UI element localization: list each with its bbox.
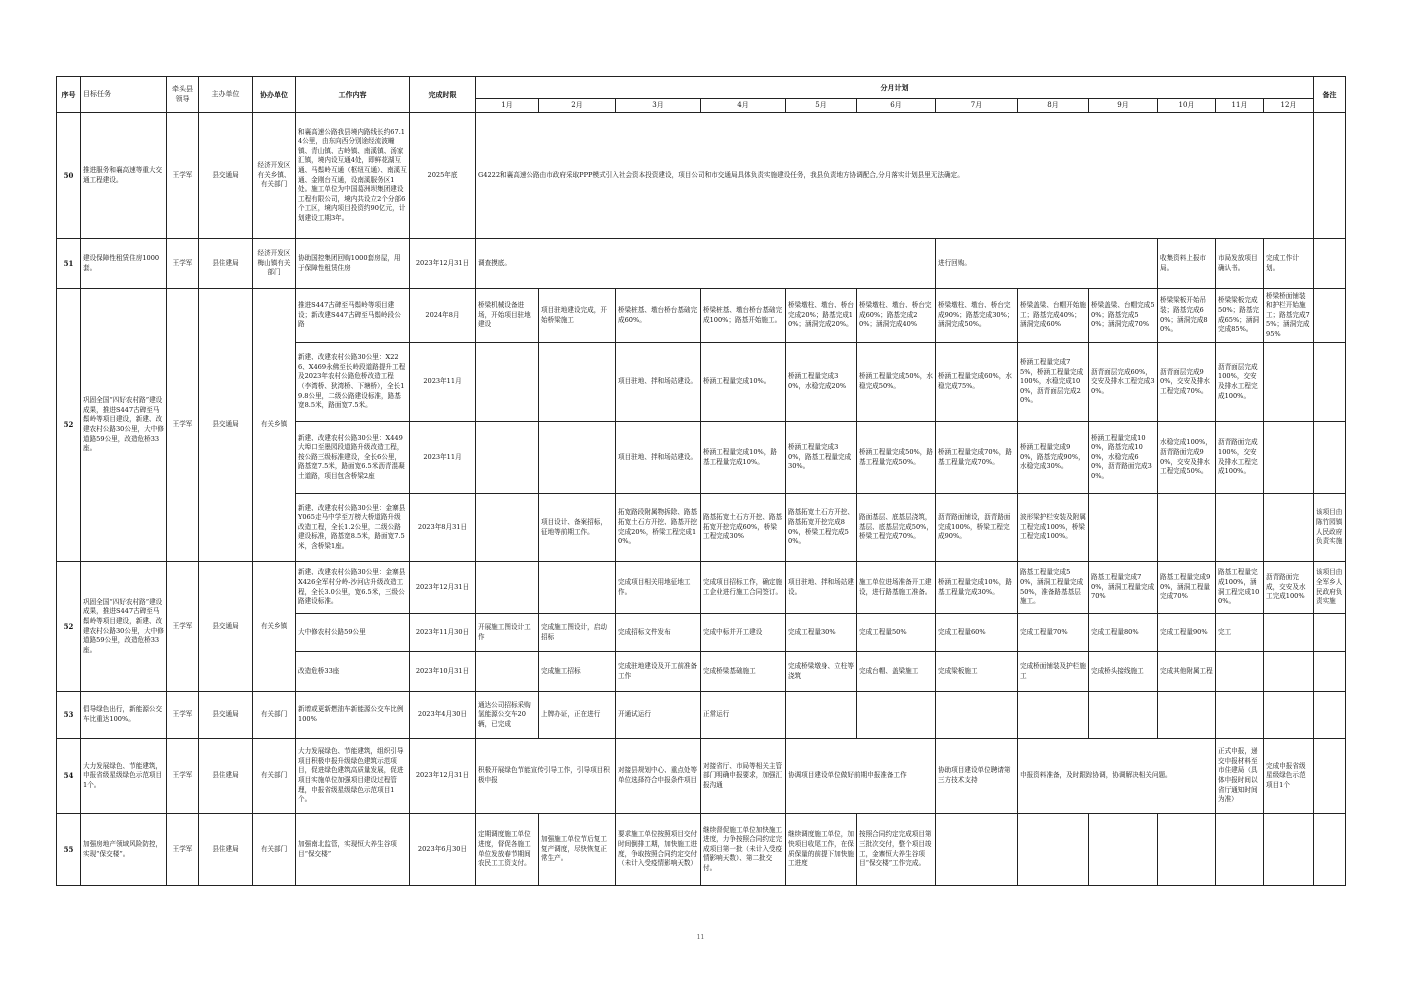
month-cell: 完成申报省级星级绿色示范项目1个	[1264, 739, 1314, 814]
month-cell: 对接县规划中心、重点处等单位选择符合申报条件项目	[616, 739, 701, 814]
month-cell: 完成工程量60%	[936, 614, 1018, 652]
content-cell: 改造危桥33座	[296, 652, 410, 692]
month-cell: 项目驻地、拌和场站建设。	[616, 422, 701, 494]
header-deadline: 完成时限	[410, 77, 476, 113]
table-row-52b-sub-1	[57, 562, 1346, 614]
header-host: 主办单位	[199, 77, 253, 113]
month-cell	[476, 494, 539, 562]
month-cell	[476, 652, 539, 692]
lead-cell: 王学军	[167, 739, 199, 814]
deadline-cell: 2023年4月30日	[410, 692, 476, 739]
assist-cell: 有关乡镇	[253, 289, 296, 562]
month-cell: 路基拓宽土石方开挖、路基拓宽开挖完成80%，桥梁工程完成50%。	[786, 494, 857, 562]
month-cell: 完成施工图设计，启动招标	[539, 614, 616, 652]
month-cell: 完成工程量90%	[1158, 614, 1216, 652]
month-cell	[1089, 692, 1158, 739]
month-cell: 桥涵工程量完成70%，路基工程量完成70%。	[936, 422, 1018, 494]
month-cell	[1264, 652, 1314, 692]
content-cell: 协助国控集团回购1000套房屋，用于保障性租赁住房	[296, 239, 410, 289]
deadline-cell: 2023年11月	[410, 343, 476, 422]
month-cell: 项目设计、备案招标，征地等前期工作。	[539, 494, 616, 562]
lead-cell: 王学军	[167, 692, 199, 739]
month-cell: 协助项目建设单位聘请第三方技术支持	[936, 739, 1018, 814]
month-cell: 桥涵工程量完成30%，水稳完成20%	[786, 343, 857, 422]
header-month: 4月	[701, 99, 786, 113]
plan-table	[56, 76, 1346, 886]
month-cell: 桥涵工程量完成10%。	[701, 343, 786, 422]
month-cell: 完工	[1216, 614, 1264, 652]
month-cell	[1158, 494, 1216, 562]
month-cell	[476, 422, 539, 494]
month-cell: 完成招标文件发布	[616, 614, 701, 652]
deadline-cell: 2023年10月31日	[410, 652, 476, 692]
content-cell: 和襄高速公路我县境内路线长约67.14公里，由东向西分别途经流波疃镇、青山镇、古岭镇、南溪镇、汤家汇镇，境内设互通4处，即鲜花湖互通、马鬃岭互通（枢纽互通）、南溪互通、金刚台互通，设南溪服务区1处。施工单位为中国葛洲坝集团建设工程有限公司，境内共设立2个分部6个工区，境内项目投资约90亿元，计划建设工期3年。	[296, 113, 410, 239]
lead-cell: 王学军	[167, 814, 199, 886]
month-cell: 桥梁墩柱、墩台、桥台完成60%；路基完成20%；涵洞完成40%	[857, 289, 936, 343]
content-cell: 新增或更新燃油车新能源公交车比例100%	[296, 692, 410, 739]
header-remarks: 备注	[1314, 77, 1346, 113]
plan-sheet	[56, 76, 1345, 903]
month-cell	[1264, 692, 1314, 739]
month-cell: 桥涵工程量完成10%，路基工程量完成10%。	[701, 422, 786, 494]
header-row-1	[57, 77, 1346, 99]
lead-cell: 王学军	[167, 239, 199, 289]
month-cell: 加强施工单位节后复工复产调度，尽快恢复正常生产。	[539, 814, 616, 886]
goal-cell: 大力发展绿色、节能建筑，申报省级星级绿色示范项目1个。	[81, 739, 167, 814]
month-cell: 路基工程量完成90%，涵洞工程量完成70%	[1158, 562, 1216, 614]
content-cell: 新建、改建农村公路30公里：X449大埠口至墨园段道路升级改造工程，按公路三级标准建设，全长6公里，路基宽7.5米，路面宽6.5米沥青混凝土道路，项目包含桥梁2座	[296, 422, 410, 494]
month-cell	[1264, 614, 1314, 652]
month-cell: 通达公司招标采购氢能源公交车20辆，已完成	[476, 692, 539, 739]
month-cell: 桥梁机械设备进场，开始项目驻地建设	[476, 289, 539, 343]
month-cell: 施工单位进场准备开工建设，进行路基施工准备。	[857, 562, 936, 614]
month-cell: 正常运行	[701, 692, 786, 739]
header-monthly: 分月计划	[476, 77, 1314, 99]
month-cell: 继续调度施工单位，加快项目收尾工作，在保质保量的前提下加快施工进度	[786, 814, 857, 886]
deadline-cell: 2023年12月31日	[410, 562, 476, 614]
content-cell: 新建、改建农村公路30公里：金寨县Y065走马中学至万榜大桥道路升级改造工程，全长1.2公里，二级公路建设标准，路基宽8.5米，路面宽7.5米，含桥梁1座。	[296, 494, 410, 562]
month-cell	[1089, 494, 1158, 562]
month-cell: 沥青面层完成90%，交安及排水工程完成70%。	[1158, 343, 1216, 422]
table-row-53	[57, 692, 1346, 739]
month-cell: 完成工程量80%	[1089, 614, 1158, 652]
header-month: 2月	[539, 99, 616, 113]
month-plan-11: 市局发放项目确认书。	[1216, 239, 1264, 289]
month-cell	[1264, 422, 1314, 494]
month-cell: 桥涵工程量完成60%，水稳完成75%。	[936, 343, 1018, 422]
deadline-cell: 2023年11月30日	[410, 614, 476, 652]
remark-cell: 该项目由全军乡人民政府负责实施	[1314, 562, 1346, 614]
month-cell: 水稳完成100%，沥青路面完成90%，交安及排水工程完成50%。	[1158, 422, 1216, 494]
month-cell: 完成桥梁基础施工	[701, 652, 786, 692]
month-cell: 完成台帽、盖梁施工	[857, 652, 936, 692]
month-cell	[1264, 494, 1314, 562]
month-cell: 完成梁板施工	[936, 652, 1018, 692]
assist-cell: 有关部门	[253, 814, 296, 886]
month-cell: 路基拓宽土石方开挖、路基拓宽开挖完成60%，桥梁工程完成30%	[701, 494, 786, 562]
month-plan-7-9: 进行回购。	[936, 239, 1158, 289]
remark-cell	[1314, 652, 1346, 692]
month-cell: 完成项目相关用地征地工作。	[616, 562, 701, 614]
month-cell: 沥青路面完成100%，交安及排水工程完成100%。	[1216, 422, 1264, 494]
month-cell	[476, 562, 539, 614]
deadline-cell: 2023年12月31日	[410, 739, 476, 814]
assist-cell: 有关部门	[253, 739, 296, 814]
month-cell	[539, 562, 616, 614]
deadline-cell: 2023年8月31日	[410, 494, 476, 562]
lead-cell: 王学军	[167, 562, 199, 692]
month-cell: 完成桥头接线施工	[1089, 652, 1158, 692]
header-lead: 牵头县领导	[167, 77, 199, 113]
row-number: 53	[57, 692, 81, 739]
month-plan-10: 收集资料上报市局。	[1158, 239, 1216, 289]
row-number: 54	[57, 739, 81, 814]
header-month: 5月	[786, 99, 857, 113]
header-month: 9月	[1089, 99, 1158, 113]
month-cell: 桥涵工程量完成30%，路基工程量完成30%。	[786, 422, 857, 494]
table-row-55	[57, 814, 1346, 886]
row-number: 55	[57, 814, 81, 886]
remark-cell: 该项目由陈竹园镇人民政府负责实施	[1314, 494, 1346, 562]
remark-cell	[1314, 422, 1346, 494]
month-cell	[1216, 494, 1264, 562]
month-cell	[1216, 814, 1264, 886]
content-cell: 大中修农村公路59公里	[296, 614, 410, 652]
month-cell: 沥青面层完成100%，交安及排水工程完成100%。	[1216, 343, 1264, 422]
host-cell: 县交通局	[199, 289, 253, 562]
header-month: 1月	[476, 99, 539, 113]
month-cell: 完成桥梁墩身、立柱等浇筑	[786, 652, 857, 692]
remark-cell	[1314, 343, 1346, 422]
month-cell: 继续督促施工单位加快施工进度，力争按照合同约定完成项目第一批（未计入受疫情影响天数）、第二批交付。	[701, 814, 786, 886]
month-cell: 桥梁盖梁、台帽开始施工；路基完成40%；涵洞完成60%	[1018, 289, 1089, 343]
month-cell: 开通试运行	[616, 692, 701, 739]
content-cell: 新建、改建农村公路30公里：金寨县X426全军村分岭-沙河店升级改造工程，全长3.0公里，宽6.5米，三级公路建设标准。	[296, 562, 410, 614]
header-month: 12月	[1264, 99, 1314, 113]
assist-cell: 有关部门	[253, 692, 296, 739]
table-row-51	[57, 239, 1346, 289]
month-cell: 完成驻地建设及开工前准备工作	[616, 652, 701, 692]
row-number: 52	[57, 562, 81, 692]
month-cell	[1264, 343, 1314, 422]
goal-cell: 推进服务和襄高速等重大交通工程建设。	[81, 113, 167, 239]
month-cell: 路基工程量完成100%，涵洞工程完成100%。	[1216, 562, 1264, 614]
month-cell: 完成工程量30%	[786, 614, 857, 652]
remark-cell	[1314, 614, 1346, 652]
month-cell: 完成施工招标	[539, 652, 616, 692]
table-row-52-sub-1	[57, 289, 1346, 343]
header-month: 6月	[857, 99, 936, 113]
header-assist: 协办单位	[253, 77, 296, 113]
month-cell: 完成工程量70%	[1018, 614, 1089, 652]
month-plan-5-6: 协调项目建设单位做好前期申报准备工作	[786, 739, 936, 814]
remark-cell	[1314, 113, 1346, 239]
month-cell	[539, 343, 616, 422]
host-cell: 县交通局	[199, 692, 253, 739]
month-cell: 项目驻地建设完成，开始桥梁施工	[539, 289, 616, 343]
month-cell: 开展施工图设计工作	[476, 614, 539, 652]
deadline-cell: 2023年12月31日	[410, 239, 476, 289]
host-cell: 县交通局	[199, 562, 253, 692]
month-cell: 拓宽路段附属物拆除、路基拓宽土石方开挖、路基开挖完成20%，桥梁工程完成10%。	[616, 494, 701, 562]
header-month: 3月	[616, 99, 701, 113]
month-cell	[1264, 814, 1314, 886]
month-cell: 桥梁梁板完成50%；路基完成65%；涵洞完成85%。	[1216, 289, 1264, 343]
remark-cell	[1314, 814, 1346, 886]
table-row-54	[57, 739, 1346, 814]
month-cell: 波形梁护栏安装及附属工程完成100%，桥梁工程完成100%。	[1018, 494, 1089, 562]
header-month: 8月	[1018, 99, 1089, 113]
header-content: 工作内容	[296, 77, 410, 113]
month-cell	[1216, 652, 1264, 692]
month-cell: 按照合同约定完成项目第三批次交付，整个项目竣工，金寨恒大养生谷项目“保交楼”工作完成。	[857, 814, 936, 886]
month-cell	[786, 692, 857, 739]
goal-cell: 建设保障性租赁住房1000套。	[81, 239, 167, 289]
month-cell	[1158, 814, 1216, 886]
month-cell: 定期调度施工单位进度，督促各施工单位发放春节期间农民工工资支付。	[476, 814, 539, 886]
header-month: 11月	[1216, 99, 1264, 113]
month-cell: 路面基层、底基层浇筑，基层、底基层完成50%，桥梁工程完成70%。	[857, 494, 936, 562]
month-cell	[1018, 692, 1089, 739]
assist-cell: 经济开发区梅山镇有关部门	[253, 239, 296, 289]
month-cell	[1216, 692, 1264, 739]
month-cell: 对接省厅、市局等相关主管部门明确申报要求，加强汇报沟通	[701, 739, 786, 814]
header-goal: 目标任务	[81, 77, 167, 113]
month-cell: 完成桥面铺装及护栏施工	[1018, 652, 1089, 692]
month-cell	[539, 422, 616, 494]
month-cell: 桥涵工程量完成100%，路基完成100%，水稳完成60%，沥青路面完成30%。	[1089, 422, 1158, 494]
month-cell: 桥涵工程量完成50%，路基工程量完成50%。	[857, 422, 936, 494]
month-cell: 桥梁桩基、墩台桥台基础完成60%。	[616, 289, 701, 343]
month-cell	[936, 692, 1018, 739]
goal-cell: 倡导绿色出行，新能源公交车比重达100%。	[81, 692, 167, 739]
lead-cell: 王学军	[167, 113, 199, 239]
header-month: 7月	[936, 99, 1018, 113]
remark-cell	[1314, 239, 1346, 289]
content-cell: 大力发展绿色、节能建筑，组织引导项目积极申报升级绿色建筑示范项目，促进绿色建筑高质量发展，促进项目实施单位加强项目建设过程管理，申报省级星级绿色示范项目1个。	[296, 739, 410, 814]
month-cell	[1089, 814, 1158, 886]
page-number: 11	[696, 934, 705, 941]
month-cell: 桥梁盖梁、台帽完成50%；路基完成50%；涵洞完成70%	[1089, 289, 1158, 343]
month-cell: 沥青面层完成60%，交安及排水工程完成30%。	[1089, 343, 1158, 422]
month-cell: 桥梁桥面铺装和护栏开始施工；路基完成75%；涵洞完成95%	[1264, 289, 1314, 343]
deadline-cell: 2023年6月30日	[410, 814, 476, 886]
row-number: 52	[57, 289, 81, 562]
month-cell: 沥青路面铺设，沥青路面完成100%，桥梁工程完成90%。	[936, 494, 1018, 562]
month-plan-12: 完成工作计划。	[1264, 239, 1314, 289]
month-cell: 沥青路面完成，交安及水工完成100%	[1264, 562, 1314, 614]
lead-cell: 王学军	[167, 289, 199, 562]
assist-cell: 经济开发区有关乡镇、有关部门	[253, 113, 296, 239]
monthly-plan-cell: G4222和襄高速公路由市政府采取PPP模式引入社会资本投资建设，项目公司和市交通局具体负责实施建设任务，我县负责地方协调配合,分月落实计划县里无法确定。	[476, 113, 1314, 239]
month-plan-1-2: 积极开展绿色节能宣传引导工作，引导项目积极申报	[476, 739, 616, 814]
month-cell	[476, 343, 539, 422]
month-plan-1-6: 调查摸底。	[476, 239, 936, 289]
content-cell: 推进S447古碑至马鬃岭等项目建设；新改建S447古碑至马鬃岭段公路	[296, 289, 410, 343]
month-cell: 路基工程量完成50%，涵洞工程量完成50%，准备路基基层施工。	[1018, 562, 1089, 614]
month-cell: 桥梁梁板开始吊装；路基完成60%；涵洞完成80%。	[1158, 289, 1216, 343]
month-cell: 项目驻地、拌和场站建设。	[786, 562, 857, 614]
remark-cell	[1314, 739, 1346, 814]
row-number: 50	[57, 113, 81, 239]
deadline-cell: 2023年11月	[410, 422, 476, 494]
month-cell: 桥梁墩柱、墩台、桥台完成90%；路基完成30%；涵洞完成50%。	[936, 289, 1018, 343]
row-number: 51	[57, 239, 81, 289]
goal-cell: 巩固全国“四好农村路”建设成果，推进S447古碑至马鬃岭等项目建设，新建、改建农村公路30公里，大中修道路59公里，改造危桥33座。	[81, 289, 167, 562]
month-cell: 完成工程量50%	[857, 614, 936, 652]
month-cell: 完成中标并开工建设	[701, 614, 786, 652]
month-cell: 正式申报，递交申报材料至市住建局（具体申报时间以省厅通知时间为准）	[1216, 739, 1264, 814]
month-cell	[857, 692, 936, 739]
month-cell: 完成项目招标工作，确定施工企业进行施工合同签订。	[701, 562, 786, 614]
header-seq: 序号	[57, 77, 81, 113]
goal-cell: 加强房地产领域风险防控，实现“保交楼”。	[81, 814, 167, 886]
month-cell: 完成其他附属工程	[1158, 652, 1216, 692]
goal-cell: 巩固全国“四好农村路”建设成果，推进S447古碑至马鬃岭等项目建设，新建、改建农村公路30公里，大中修道路59公里，改造危桥33座。	[81, 562, 167, 692]
deadline-cell: 2024年8月	[410, 289, 476, 343]
month-cell: 要求施工单位按照项目交付时间倒排工期，加快施工进度，争取按照合同约定交付（未计入受疫情影响天数）	[616, 814, 701, 886]
host-cell: 县住建局	[199, 239, 253, 289]
month-plan-8-10: 申报资料准备，及时跟踪协调，协调解决相关问题。	[1018, 739, 1216, 814]
content-cell: 加强南北监管，实现恒大养生谷项目“保交楼”	[296, 814, 410, 886]
month-cell: 桥涵工程量完成75%，桥涵工程量完成100%，水稳完成100%，沥青面层完成20%。	[1018, 343, 1089, 422]
remark-cell	[1314, 289, 1346, 343]
table-row-50	[57, 113, 1346, 239]
host-cell: 县交通局	[199, 113, 253, 239]
month-cell: 路基工程量完成70%，涵洞工程量完成70%	[1089, 562, 1158, 614]
content-cell: 新建、改建农村公路30公里：X226、X469永佛至长岭段道路提升工程及2023年农村公路危桥改造工程（李湾桥、狄湾桥、下塘桥），全长19.8公里，二级公路建设标准，路基宽8.5米，路面宽7.5米。	[296, 343, 410, 422]
host-cell: 县住建局	[199, 814, 253, 886]
header-month: 10月	[1158, 99, 1216, 113]
month-cell	[1018, 814, 1089, 886]
month-cell: 桥梁桩基、墩台桥台基础完成100%；路基开始施工。	[701, 289, 786, 343]
month-cell: 项目驻地、拌和场站建设。	[616, 343, 701, 422]
host-cell: 县住建局	[199, 739, 253, 814]
month-cell: 桥涵工程量完成90%，路基完成90%，水稳完成30%。	[1018, 422, 1089, 494]
month-cell: 桥梁墩柱、墩台、桥台完成20%；路基完成10%；涵洞完成20%。	[786, 289, 857, 343]
assist-cell: 有关乡镇	[253, 562, 296, 692]
month-cell	[936, 814, 1018, 886]
month-cell: 上牌办证，正在进行	[539, 692, 616, 739]
month-cell: 桥涵工程量完成10%，路基工程量完成30%。	[936, 562, 1018, 614]
month-cell: 桥涵工程量完成50%，水稳完成50%。	[857, 343, 936, 422]
deadline-cell: 2025年底	[410, 113, 476, 239]
remark-cell	[1314, 692, 1346, 739]
month-cell	[1158, 692, 1216, 739]
